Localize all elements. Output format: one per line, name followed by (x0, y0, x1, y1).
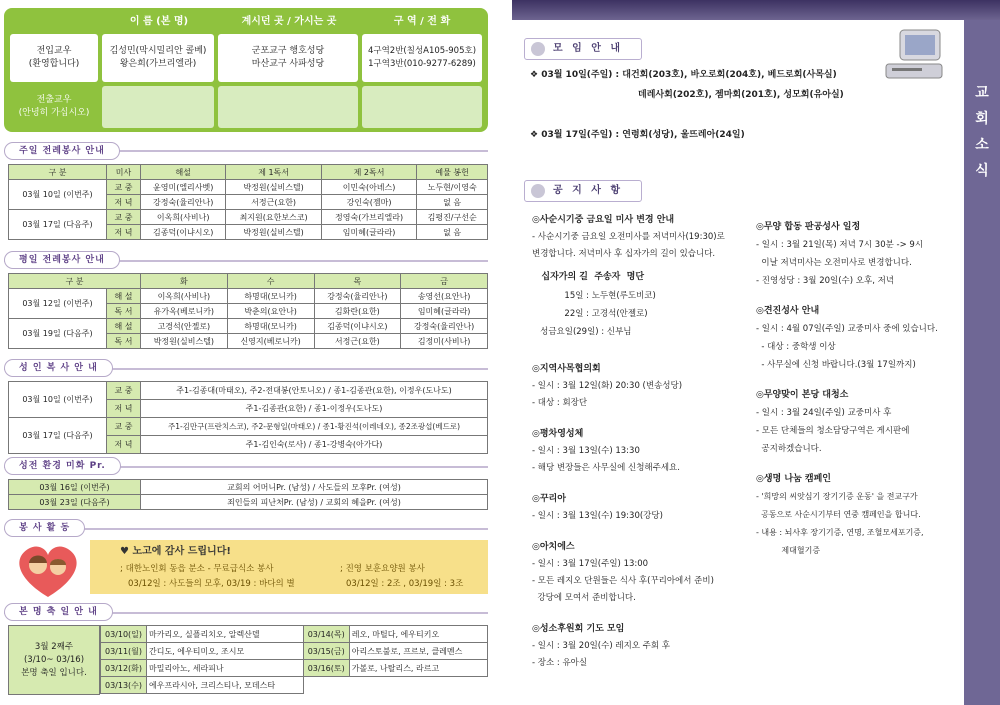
table-row (9, 480, 488, 495)
cell: 독 서 (107, 304, 141, 319)
meeting-line-1: ❖ 03월 10일(주일) : 대건회(203호), 바오로회(204호), 베드로회(사목실) (530, 70, 837, 80)
cell: 03월 23일 (다음주) (9, 495, 141, 510)
cell: 03/14(목) (303, 626, 349, 643)
notice-block (756, 386, 962, 458)
table-row (9, 319, 488, 334)
sunday-table (8, 164, 488, 240)
notice-heading: ◎평차영성체 (532, 429, 584, 439)
cell: 해 설 (107, 289, 141, 304)
cell: 김평진/구선순 (417, 210, 488, 225)
notice-block (532, 212, 750, 263)
th: 화 (141, 274, 228, 289)
cell: 윤영미(엘리사벳) (141, 180, 226, 195)
notice-line: - 일시 : 3월 21일(목) 저녁 7시 30분 -> 9시 (756, 240, 924, 250)
in-label: 전입교우 (환영합니다) (10, 34, 98, 82)
cell: 송영선(요안나) (401, 289, 488, 304)
cell: 정영숙(가브리엘라) (321, 210, 416, 225)
th: 구 분 (9, 165, 107, 180)
cell: 김화란(요한) (314, 304, 401, 319)
out-name (102, 86, 214, 128)
cell: 아리스토불로, 프르보, 클레멘스 (349, 643, 487, 660)
side-char: 소 (975, 137, 989, 153)
cell: 저 녁 (107, 436, 141, 454)
cell: 가볼로, 나탈리스, 라르고 (349, 660, 487, 677)
notice-line: 공지하겠습니다. (756, 444, 822, 454)
service-thanks: ♥ 노고에 감사 드립니다! (120, 546, 231, 557)
notice-line: - 진영성당 : 3월 20일(수) 오후, 저녁 (756, 276, 895, 286)
in-area: 4구역2반(칠성A105-905호) 1구역3반(010-9277-6289) (362, 34, 482, 82)
notice-line: - 대상 : 회장단 (532, 398, 588, 408)
cell: 마카리오, 실플리치오, 알렉산델 (147, 626, 304, 643)
notice-line: 공동으로 사순시기부터 연중 캠페인을 합니다. (756, 510, 921, 519)
cell: 강정숙(율리안나) (314, 289, 401, 304)
feast-table (100, 625, 488, 694)
cell: 신영지(베로니카) (227, 334, 314, 349)
cell: 서정근(요한) (226, 195, 321, 210)
table-row (9, 210, 488, 225)
cell: 강정숙(율리안나) (141, 195, 226, 210)
notice-title (524, 180, 642, 202)
cell: 에우프라시아, 크리스티나, 모데스타 (147, 677, 304, 694)
cell: 이옥희(사비나) (141, 289, 228, 304)
cell: 해 설 (107, 319, 141, 334)
notice-col-1 (532, 212, 750, 672)
cell: 교회의 어머니Pr. (남성) / 사도들의 모후Pr. (여성) (141, 480, 488, 495)
notice-line: - 모든 레지오 단원들은 식사 후(꾸리아에서 준비) (532, 576, 714, 586)
notice-col-2 (756, 218, 962, 560)
contact-header-area: 구 역 / 전 화 (393, 16, 451, 27)
cell: 03/12(화) (101, 660, 147, 677)
cell: 박정원(실비스텔) (141, 334, 228, 349)
notice-line: - 일시 : 3월 13일(수) 19:30(강당) (532, 511, 663, 521)
table-row (9, 180, 488, 195)
notice-line: - 일시 : 3월 20일(수) 레지오 주회 후 (532, 641, 671, 651)
notice-line: 변경합니다. 저녁미사 후 십자가의 길이 있습니다. (532, 249, 716, 259)
th: 수 (227, 274, 314, 289)
meeting-title-text: 모 임 안 내 (553, 43, 624, 54)
cell: 하명대(모니카) (227, 319, 314, 334)
contact-panel (4, 8, 488, 132)
cell: 노두현/이영숙 (417, 180, 488, 195)
contact-header-name: 이 름 (본 명) (129, 16, 189, 27)
cell: 03/10(일) (101, 626, 147, 643)
prayer-table (8, 479, 488, 510)
cell: 임미혜(글라라) (321, 225, 416, 240)
cell: 강정숙(율리안나) (401, 319, 488, 334)
notice-heading: ◎견진성사 안내 (756, 306, 820, 316)
cell: 주1-김인숙(로사) / 종1-강병숙(아가다) (141, 436, 488, 454)
cell: 박춘의(요안나) (227, 304, 314, 319)
table-row (101, 643, 488, 660)
table-row (9, 495, 488, 510)
cell: 저 녁 (107, 225, 141, 240)
service-right-detail: 03/12일 : 2조 , 03/19일 : 3조 (346, 579, 464, 589)
out-place (218, 86, 358, 128)
notice-line: 제대혈기증 (756, 546, 821, 555)
person-icon (531, 184, 545, 198)
notice-heading: ◎사순시기중 금요일 미사 변경 안내 (532, 215, 675, 225)
notice-title-text: 공 지 사 항 (553, 185, 624, 196)
th: 금 (401, 274, 488, 289)
feast-label: 3월 2째주 (3/10~ 03/16) 본명 축일 입니다. (8, 625, 100, 695)
cell: 김종덕(이냐시오) (314, 319, 401, 334)
notice-heading: ◎생명 나눔 캠페인 (756, 474, 831, 484)
person-icon (531, 42, 545, 56)
cell: 03월 16일 (이번주) (9, 480, 141, 495)
table-row (101, 660, 488, 677)
notice-line: - 해당 변장들은 사무실에 신청해주세요. (532, 463, 680, 473)
notice-block (756, 302, 962, 374)
notice-line: - 사무실에 신청 바랍니다.(3월 17일까지) (756, 360, 916, 370)
cell: 03/15(금) (303, 643, 349, 660)
notice-line: - 대상 : 중학생 이상 (756, 342, 836, 352)
computer-illustration (880, 26, 950, 84)
weekday-table (8, 273, 488, 349)
in-place: 군포교구 행호성당 마산교구 사파성당 (218, 34, 358, 82)
cell: 없 음 (417, 225, 488, 240)
cell: 저 녁 (107, 195, 141, 210)
cell: 최지원(요한보스코) (226, 210, 321, 225)
notice-block (532, 539, 750, 607)
service-illustration (8, 539, 88, 601)
notice-heading: ◎지역사목협의회 (532, 364, 601, 374)
th: 구 분 (9, 274, 141, 289)
notice-line: - 일시 : 3월 24일(주일) 교중미사 후 (756, 408, 892, 418)
cell: 주1-김종대(마태오), 주2-전대봉(안토니오) / 종1-김종관(요한), 이정우(도나도) (141, 382, 488, 400)
cell: 레오, 마틸다, 에우티키오 (349, 626, 487, 643)
notice-heading: ◎무양맞이 본당 대청소 (756, 390, 849, 400)
th: 미사 (107, 165, 141, 180)
cell: 이옥희(사비나) (141, 210, 226, 225)
cell: 박정원(실비스텔) (226, 225, 321, 240)
out-area (362, 86, 482, 128)
cell: 간디도, 에우티미오, 조시모 (147, 643, 304, 660)
cell: 임미혜(글라라) (401, 304, 488, 319)
table-row (101, 677, 488, 694)
table-row (101, 626, 488, 643)
cell: 주1-김만구(프란치스코), 주2-문형일(마태오) / 종1-황진석(이레네오), 종2조광섭(베드로) (141, 418, 488, 436)
notice-line: - 일시 : 3월 17일(주일) 13:00 (532, 559, 649, 569)
th: 해설 (141, 165, 226, 180)
feast-title: 본 명 축 일 안 내 (4, 603, 113, 621)
altar-title: 성 인 복 사 안 내 (4, 359, 113, 377)
cell: 03/13(수) (101, 677, 147, 694)
notice-line: - 내용 : 뇌사후 장기기증, 연명, 조혈모세포기증, (756, 528, 924, 537)
notice-heading: 십자가의 길 주송자 명단 (532, 272, 645, 282)
cell: 03월 10일 (이번주) (9, 382, 107, 418)
side-char: 교 (975, 85, 989, 101)
cell: 03월 12일 (이번주) (9, 289, 107, 319)
cell: 주1-김종관(요한) / 종1-이정우(도나도) (141, 400, 488, 418)
notice-block (532, 491, 750, 525)
notice-heading: ◎무양 합동 판공성사 일정 (756, 222, 861, 232)
notice-block (756, 218, 962, 290)
service-left-title: ; 대한노인회 동읍 분소 - 무료급식소 봉사 (120, 564, 274, 574)
notice-line: 강당에 모여서 준비합니다. (532, 593, 636, 603)
notice-line: - 일시 : 3월 13일(수) 13:30 (532, 446, 640, 456)
cell: 하명대(모니카) (227, 289, 314, 304)
computer-icon (880, 26, 950, 84)
cell: 03월 17일 (다음주) (9, 210, 107, 240)
cell: 강인숙(젬마) (321, 195, 416, 210)
cell: 03/11(월) (101, 643, 147, 660)
cell: 교 중 (107, 210, 141, 225)
cell: 박정원(실비스텔) (226, 180, 321, 195)
meeting-title (524, 38, 642, 60)
cell: 죄인들의 피난처Pr. (남성) / 교회의 혜을Pr. (여성) (141, 495, 488, 510)
notice-line: - 사순시기중 금요일 오전미사를 저녁미사(19:30)로 (532, 232, 725, 242)
notice-line: 15일 : 노두현(루도비코) (532, 291, 656, 301)
notice-block (532, 361, 750, 412)
cell: 저 녁 (107, 400, 141, 418)
cell: 교 중 (107, 382, 141, 400)
meeting-line-1b: 데레사회(202호), 젬마회(201호), 성모회(유아실) (638, 90, 844, 100)
cell: 03월 10일 (이번주) (9, 180, 107, 210)
cell: 03월 17일 (다음주) (9, 418, 107, 454)
notice-heading: ◎아치에스 (532, 542, 575, 552)
notice-line: 22일 : 고경석(안젤로) (532, 309, 648, 319)
in-name: 김성민(막시밀리안 콜베) 왕은희(가브리엘라) (102, 34, 214, 82)
cell: 이민숙(아녜스) (321, 180, 416, 195)
top-band (512, 0, 1000, 20)
notice-block (532, 267, 750, 341)
prayer-title: 성전 환경 미화 Pr. (4, 457, 121, 475)
cell: 마밀리아노, 세라피나 (147, 660, 304, 677)
th: 목 (314, 274, 401, 289)
altar-table (8, 381, 488, 454)
cell: 03월 19일 (다음주) (9, 319, 107, 349)
weekday-title: 평일 전례봉사 안내 (4, 251, 120, 269)
cell: 김정미(사비나) (401, 334, 488, 349)
cell: 김종덕(이냐시오) (141, 225, 226, 240)
notice-line: - 모든 단체들의 청소담당구역은 게시판에 (756, 426, 910, 436)
family-illustration-icon (8, 539, 88, 601)
table-row (9, 418, 488, 436)
notice-line: 이날 저녁미사는 오전미사로 변경합니다. (756, 258, 912, 268)
cell: 독 서 (107, 334, 141, 349)
table-row (9, 289, 488, 304)
notice-heading: ◎성소후원회 기도 모임 (532, 624, 625, 634)
service-title: 봉 사 활 동 (4, 519, 85, 537)
th: 제 2독서 (321, 165, 416, 180)
side-char: 식 (975, 163, 989, 179)
notice-line: - '희망의 씨앗심기 장기기증 운동' 을 전교구가 (756, 492, 918, 501)
side-label (964, 80, 1000, 220)
notice-line: - 장소 : 유아실 (532, 658, 588, 668)
notice-block (532, 621, 750, 672)
service-left-detail: 03/12일 : 사도들의 모후, 03/19 : 바다의 별 (128, 579, 295, 589)
sunday-title: 주일 전례봉사 안내 (4, 142, 120, 160)
notice-heading: ◎꾸리아 (532, 494, 566, 504)
cell: 없 음 (417, 195, 488, 210)
contact-header-place: 계시던 곳 / 가시는 곳 (241, 16, 337, 27)
cell: 03/16(토) (303, 660, 349, 677)
notice-line: - 일시 : 4월 07일(주일) 교중미사 중에 있습니다. (756, 324, 938, 334)
notice-block (756, 470, 962, 560)
out-label: 전출교우 (안녕히 가십시오) (10, 86, 98, 128)
notice-line: 성금요일(29일) : 신부님 (532, 327, 632, 337)
service-right-title: ; 진영 보훈요양원 봉사 (340, 564, 425, 574)
th: 제 1독서 (226, 165, 321, 180)
cell: 서정근(요한) (314, 334, 401, 349)
side-char: 회 (975, 111, 989, 127)
notice-block (532, 426, 750, 477)
cell: 교 중 (107, 180, 141, 195)
cell: 교 중 (107, 418, 141, 436)
cell: 고경석(안젤로) (141, 319, 228, 334)
meeting-line-2: ❖ 03월 17일(주일) : 연령회(성당), 울뜨레아(24일) (530, 130, 745, 140)
table-row (9, 382, 488, 400)
notice-line: - 일시 : 3월 12일(화) 20:30 (변송성당) (532, 381, 683, 391)
cell: 유가옥(베로니카) (141, 304, 228, 319)
th: 예물 봉헌 (417, 165, 488, 180)
